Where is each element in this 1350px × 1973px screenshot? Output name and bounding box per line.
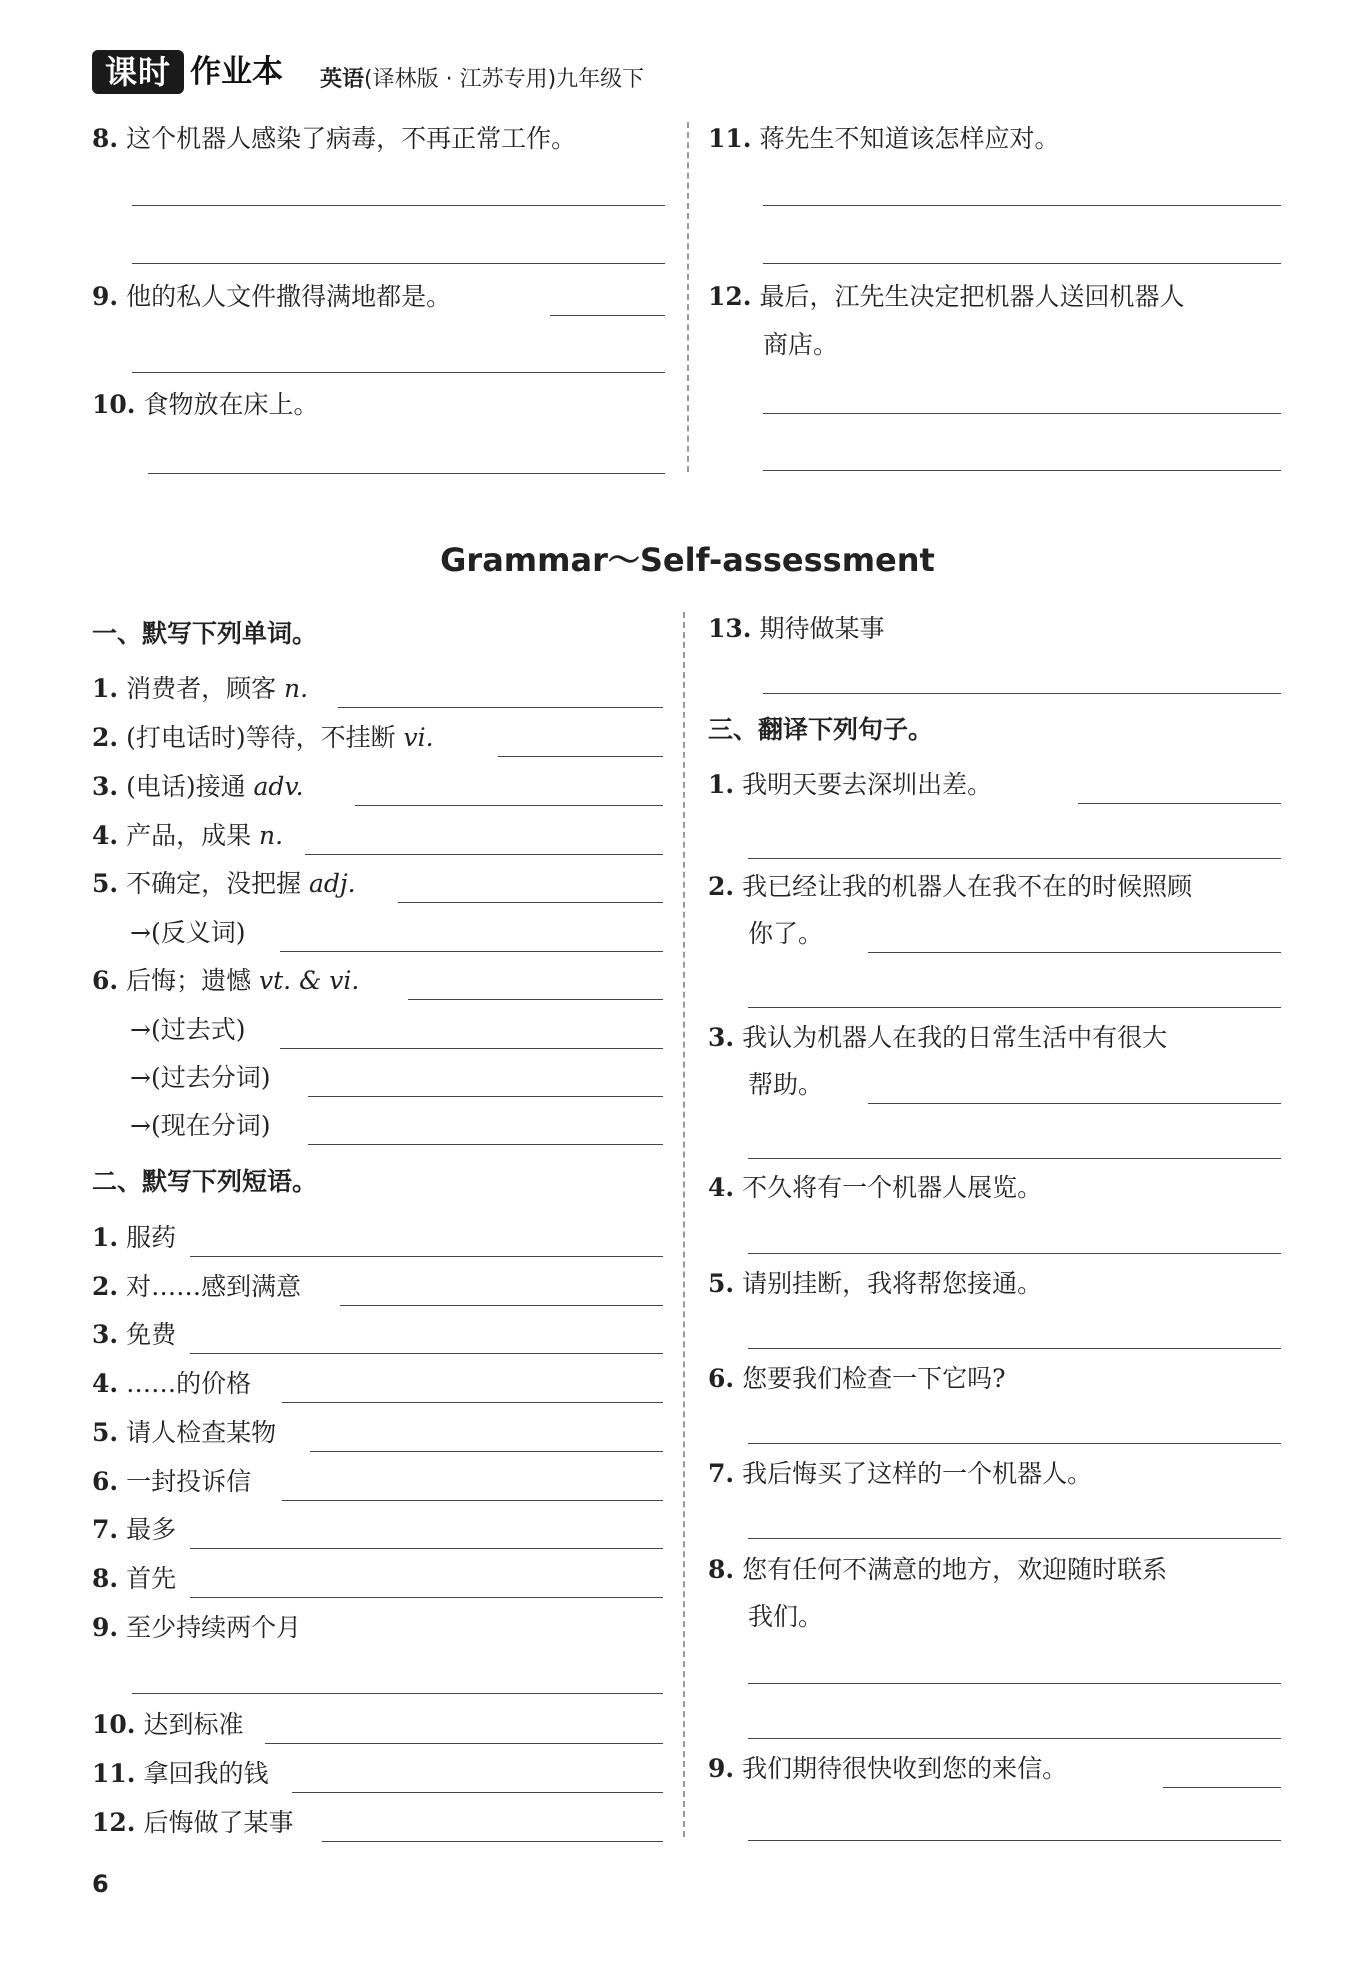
phrase-10: 10. 达到标准 [92,1710,244,1739]
answer-line[interactable] [282,1500,663,1501]
question-10: 10. 食物放在床上。 [92,390,319,419]
answer-line[interactable] [305,854,663,855]
phrase-4: 4. ……的价格 [92,1369,252,1398]
word-5: 5. 不确定，没把握 adj. [92,869,356,898]
word-3: 3. (电话)接通 adv. [92,772,304,801]
part1-heading: 一、默写下列单词。 [92,619,318,648]
column-divider-top [687,122,689,472]
subject-name: 英语 [320,67,365,92]
answer-line[interactable] [763,413,1281,414]
answer-line[interactable] [190,1256,663,1257]
part2-heading: 二、默写下列短语。 [92,1167,318,1196]
sentence-3: 3. 我认为机器人在我的日常生活中有很大 [708,1023,1168,1052]
answer-line[interactable] [1078,803,1281,804]
sentence-9: 9. 我们期待很快收到您的来信。 [708,1754,1068,1783]
phrase-7: 7. 最多 [92,1515,177,1544]
answer-line[interactable] [280,951,663,952]
phrase-12: 12. 后悔做了某事 [92,1808,294,1837]
answer-line[interactable] [398,902,663,903]
answer-line[interactable] [338,707,663,708]
word-6-present-participle: →(现在分词) [130,1111,271,1140]
answer-line[interactable] [748,1443,1281,1444]
answer-line[interactable] [132,263,665,264]
subject-line [320,62,644,93]
answer-line[interactable] [748,1007,1281,1008]
word-4: 4. 产品，成果 n. [92,821,284,850]
answer-line[interactable] [498,756,663,757]
sentence-2-cont: 你了。 [748,919,824,948]
sentence-6: 6. 您要我们检查一下它吗? [708,1364,1006,1393]
question-12: 12. 最后，江先生决定把机器人送回机器人 [708,282,1185,311]
answer-line[interactable] [748,1840,1281,1841]
answer-line[interactable] [763,693,1281,694]
question-12-cont: 商店。 [763,330,839,359]
answer-line[interactable] [132,205,665,206]
answer-line[interactable] [292,1792,663,1793]
question-11: 11. 蒋先生不知道该怎样应对。 [708,124,1060,153]
phrase-11: 11. 拿回我的钱 [92,1759,269,1788]
word-2: 2. (打电话时)等待，不挂断 vi. [92,723,434,752]
answer-line[interactable] [190,1597,663,1598]
word-1: 1. 消费者，顾客 n. [92,674,309,703]
word-5-antonym: →(反义词) [130,918,246,947]
column-divider-bottom [683,612,685,1837]
answer-line[interactable] [763,205,1281,206]
answer-line[interactable] [308,1096,663,1097]
answer-line[interactable] [265,1743,663,1744]
edition: (译林版 · 江苏专用)九年级下 [364,67,645,92]
page-number: 6 [92,1870,109,1898]
answer-line[interactable] [748,1348,1281,1349]
phrase-6: 6. 一封投诉信 [92,1467,252,1496]
phrase-8: 8. 首先 [92,1564,177,1593]
sentence-1: 1. 我明天要去深圳出差。 [708,770,993,799]
answer-line[interactable] [748,1253,1281,1254]
sentence-8: 8. 您有任何不满意的地方，欢迎随时联系 [708,1555,1168,1584]
answer-line[interactable] [748,1683,1281,1684]
answer-line[interactable] [308,1144,663,1145]
sentence-2: 2. 我已经让我的机器人在我不在的时候照顾 [708,872,1193,901]
sentence-3-cont: 帮助。 [748,1070,824,1099]
phrase-2: 2. 对……感到满意 [92,1272,302,1301]
answer-line[interactable] [748,858,1281,859]
answer-line[interactable] [190,1548,663,1549]
answer-line[interactable] [340,1305,663,1306]
phrase-5: 5. 请人检查某物 [92,1418,277,1447]
sentence-5: 5. 请别挂断，我将帮您接通。 [708,1269,1043,1298]
sentence-7: 7. 我后悔买了这样的一个机器人。 [708,1459,1093,1488]
answer-line[interactable] [748,1738,1281,1739]
answer-line[interactable] [355,805,663,806]
answer-line[interactable] [868,1103,1281,1104]
question-9: 9. 他的私人文件撒得满地都是。 [92,282,452,311]
answer-line[interactable] [282,1402,663,1403]
phrase-1: 1. 服药 [92,1223,177,1252]
word-6: 6. 后悔；遗憾 vt. & vi. [92,966,360,995]
sentence-8-cont: 我们。 [748,1602,824,1631]
sentence-4: 4. 不久将有一个机器人展览。 [708,1173,1043,1202]
answer-line[interactable] [550,315,665,316]
answer-line[interactable] [190,1353,663,1354]
part3-heading: 三、翻译下列句子。 [708,715,934,744]
answer-line[interactable] [1163,1787,1281,1788]
phrase-3: 3. 免费 [92,1320,177,1349]
question-8: 8. 这个机器人感染了病毒，不再正常工作。 [92,124,577,153]
section-title: Grammar～Self-assessment [440,541,935,579]
answer-line[interactable] [868,952,1281,953]
word-6-past: →(过去式) [130,1015,246,1044]
answer-line[interactable] [322,1841,663,1842]
answer-line[interactable] [763,470,1281,471]
answer-line[interactable] [408,999,663,1000]
phrase-9: 9. 至少持续两个月 [92,1613,302,1642]
answer-line[interactable] [748,1158,1281,1159]
answer-line[interactable] [132,1693,663,1694]
series-logo: 课时 [92,50,184,94]
phrase-13: 13. 期待做某事 [708,614,885,643]
answer-line[interactable] [132,372,665,373]
answer-line[interactable] [748,1538,1281,1539]
word-6-past-participle: →(过去分词) [130,1063,271,1092]
answer-line[interactable] [280,1048,663,1049]
answer-line[interactable] [310,1451,663,1452]
answer-line[interactable] [763,263,1281,264]
answer-line[interactable] [148,473,665,474]
series-title: 作业本 [190,54,283,90]
